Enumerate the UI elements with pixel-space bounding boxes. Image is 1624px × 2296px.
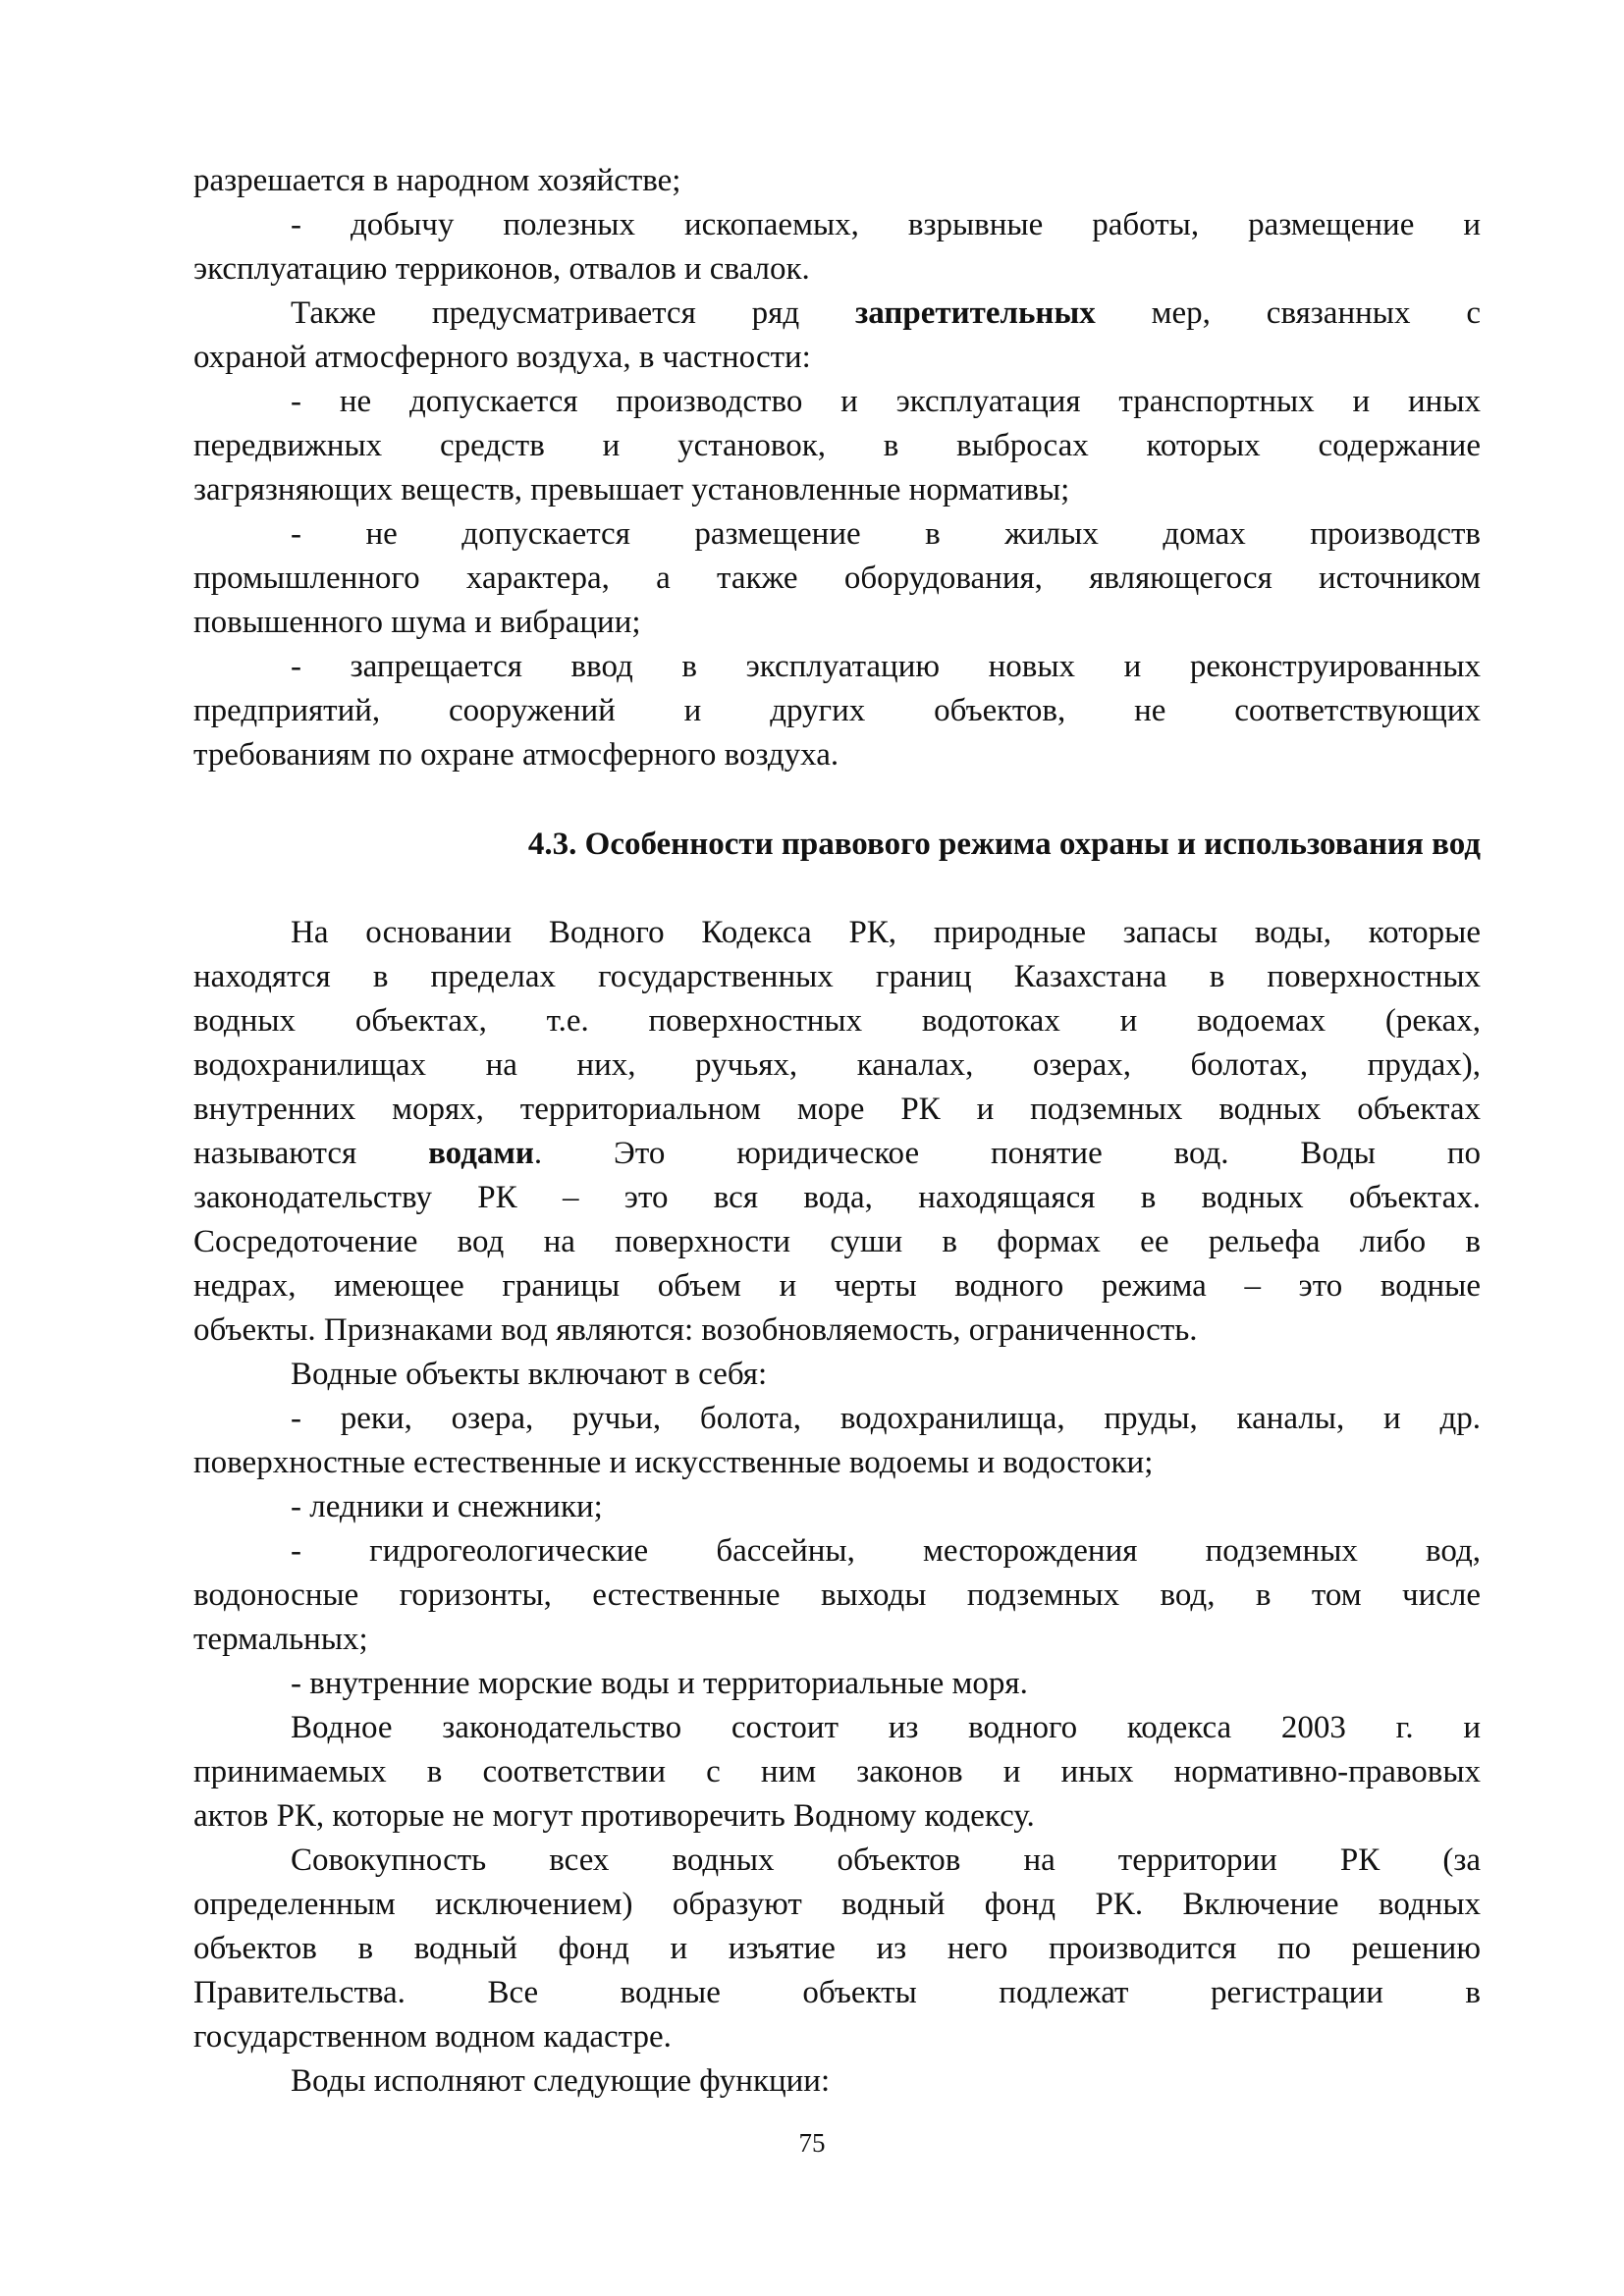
text-run: Водные объекты включают в себя: <box>291 1357 768 1392</box>
text-line <box>193 1574 1481 1618</box>
text-run: - реки, озера, ручьи, болота, водохранилища, пруды, каналы, и др. <box>291 1401 1481 1436</box>
text-run: - ледники и снежники; <box>291 1489 603 1524</box>
text-run: требованиям по охране атмосферного воздуха. <box>193 737 839 773</box>
text-run: определенным исключением) образуют водный фонд РК. Включение водных <box>193 1887 1481 1922</box>
text-run: . Это юридическое понятие вод. Воды по <box>533 1136 1481 1171</box>
text-run: Сосредоточение вод на поверхности суши в формах ее рельефа либо в <box>193 1224 1481 1259</box>
text-run: На основании Водного Кодекса РК, природные запасы воды, которые <box>291 915 1481 950</box>
section-heading: 4.3. Особенности правового режима охраны и использования вод <box>527 827 1481 862</box>
text-line <box>193 1043 1481 1088</box>
text-run: Правительства. Все водные объекты подлежат регистрации в <box>193 1975 1481 2010</box>
text-line <box>193 557 1481 601</box>
text-run: охраной атмосферного воздуха, в частности: <box>193 340 811 375</box>
text-line <box>291 512 1481 557</box>
text-line <box>193 999 1481 1043</box>
text-line <box>193 247 1481 292</box>
text-line <box>291 380 1481 424</box>
text-run: промышленного характера, а также оборудования, являющегося источником <box>193 561 1481 596</box>
text-run: недрах, имеющее границы объем и черты водного режима – это водные <box>193 1268 1481 1304</box>
text-run: актов РК, которые не могут противоречить Водному кодексу. <box>193 1798 1035 1834</box>
bold-term: водами <box>428 1136 534 1171</box>
text-run: Также предусматривается ряд <box>291 295 800 331</box>
text-line <box>291 645 1481 689</box>
text-run: объекты. Признаками вод являются: возобновляемость, ограниченность. <box>193 1312 1198 1348</box>
text-line <box>291 203 1481 247</box>
text-line <box>291 1529 1481 1574</box>
text-line <box>193 2015 1481 2059</box>
text-run: предприятий, сооружений и других объектов, не соответствующих <box>193 693 1481 728</box>
text-run: - гидрогеологические бассейны, месторождения подземных вод, <box>291 1533 1481 1569</box>
text-run: водоносные горизонты, естественные выходы подземных вод, в том числе <box>193 1577 1481 1613</box>
text-run: - не допускается размещение в жилых домах производств <box>291 516 1481 552</box>
text-run: термальных; <box>193 1622 368 1657</box>
text-line <box>193 955 1481 999</box>
text-line <box>193 424 1481 468</box>
text-line <box>291 1662 1481 1706</box>
text-line <box>291 292 1481 336</box>
text-line <box>193 1088 1481 1132</box>
text-line <box>291 911 1481 955</box>
text-run: мер, связанных с <box>1095 295 1481 331</box>
text-run: водохранилищах на них, ручьях, каналах, озерах, болотах, прудах), <box>193 1047 1481 1083</box>
text-run: Совокупность всех водных объектов на территории РК (за <box>291 1842 1481 1878</box>
text-run: повышенного шума и вибрации; <box>193 605 641 640</box>
text-line <box>291 1485 1481 1529</box>
text-line <box>291 1353 1481 1397</box>
text-line <box>193 1308 1481 1353</box>
text-run: разрешается в народном хозяйстве; <box>193 163 681 198</box>
text-run: государственном водном кадастре. <box>193 2019 672 2055</box>
text-run: - внутренние морские воды и территориальные моря. <box>291 1666 1028 1701</box>
page-number: 75 <box>798 2128 826 2158</box>
text-run: Водное законодательство состоит из водного кодекса 2003 г. и <box>291 1710 1481 1745</box>
text-run: внутренних морях, территориальном море РК и подземных водных объектах <box>193 1092 1481 1127</box>
text-line <box>193 336 1481 380</box>
text-run: - добычу полезных ископаемых, взрывные работы, размещение и <box>291 207 1481 242</box>
text-run: объектов в водный фонд и изъятие из него производится по решению <box>193 1931 1481 1966</box>
text-line <box>193 689 1481 733</box>
text-run: называются <box>193 1136 357 1171</box>
text-run: загрязняющих веществ, превышает установленные нормативы; <box>193 472 1070 507</box>
text-line <box>193 1441 1481 1485</box>
text-line <box>193 1618 1481 1662</box>
text-line <box>193 1883 1481 1927</box>
text-run: Воды исполняют следующие функции: <box>291 2063 831 2099</box>
text-line <box>291 1839 1481 1883</box>
text-line <box>193 1132 1481 1176</box>
text-line <box>291 2059 1481 2104</box>
text-line <box>193 1750 1481 1794</box>
text-line <box>291 1397 1481 1441</box>
text-run: - не допускается производство и эксплуатация транспортных и иных <box>291 384 1481 419</box>
bold-term: запретительных <box>855 295 1096 331</box>
text-run: находятся в пределах государственных границ Казахстана в поверхностных <box>193 959 1481 994</box>
text-line <box>193 733 1481 777</box>
text-line <box>193 1264 1481 1308</box>
text-run: водных объектах, т.е. поверхностных водотоках и водоемах (реках, <box>193 1003 1481 1039</box>
text-line <box>291 1706 1481 1750</box>
text-run: поверхностные естественные и искусственные водоемы и водостоки; <box>193 1445 1154 1480</box>
text-line <box>193 468 1481 512</box>
text-line <box>193 1971 1481 2015</box>
text-line <box>193 1176 1481 1220</box>
text-line <box>193 601 1481 645</box>
text-run: законодательству РК – это вся вода, находящаяся в водных объектах. <box>193 1180 1481 1215</box>
text-run: - запрещается ввод в эксплуатацию новых и реконструированных <box>291 649 1481 684</box>
text-run: эксплуатацию терриконов, отвалов и свалок. <box>193 251 810 287</box>
text-line <box>193 1794 1481 1839</box>
text-line <box>193 1220 1481 1264</box>
text-line <box>193 159 1481 203</box>
text-line <box>193 1927 1481 1971</box>
text-run: принимаемых в соответствии с ним законов и иных нормативно-правовых <box>193 1754 1481 1789</box>
text-run: передвижных средств и установок, в выбросах которых содержание <box>193 428 1481 463</box>
